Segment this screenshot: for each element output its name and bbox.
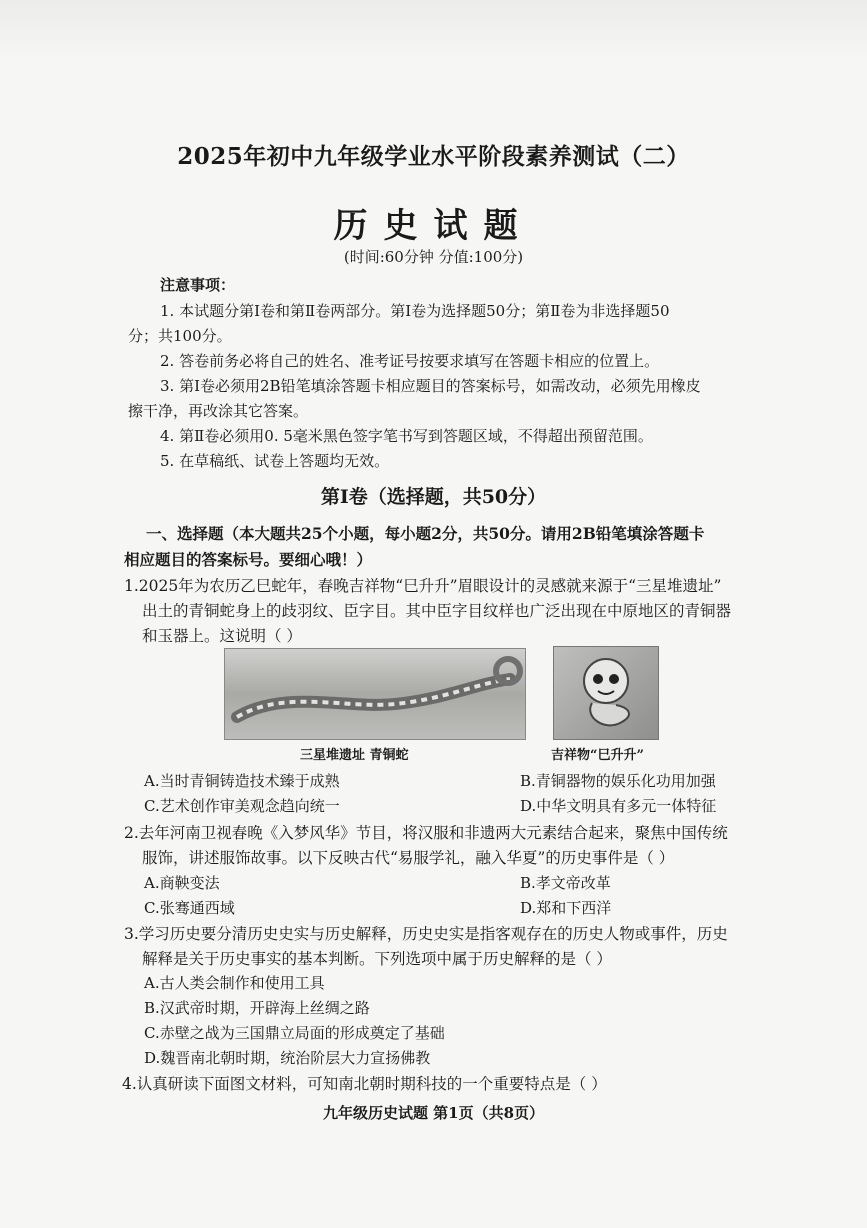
option-a[interactable]: A.当时青铜铸造技术臻于成熟	[144, 772, 340, 790]
notice-line: 2. 答卷前务必将自己的姓名、准考证号按要求填写在答题卡相应的位置上。	[160, 352, 660, 370]
notice-line: 5. 在草稿纸、试卷上答题均无效。	[160, 452, 390, 470]
notice-line: 3. 第Ⅰ卷必须用2B铅笔填涂答题卡相应题目的答案标号，如需改动，必须先用橡皮	[160, 377, 701, 395]
option-c[interactable]: C.赤壁之战为三国鼎立局面的形成奠定了基础	[144, 1024, 445, 1042]
question-line: 和玉器上。这说明（ ）	[142, 627, 302, 645]
subject-title: 历史试题	[333, 206, 534, 246]
notice-line: 擦干净，再改涂其它答案。	[128, 402, 309, 420]
question-line: 4.认真研读下面图文材料，可知南北朝时期科技的一个重要特点是（ ）	[122, 1075, 607, 1093]
option-d[interactable]: D.郑和下西洋	[520, 899, 612, 917]
photo-caption: 三星堆遗址 青铜蛇	[300, 748, 409, 763]
photo-caption: 吉祥物“巳升升”	[551, 748, 644, 763]
question-line: 1.2025年为农历乙巳蛇年，春晚吉祥物“巳升升”眉眼设计的灵感就来源于“三星堆遗址”	[124, 577, 722, 595]
option-a[interactable]: A.古人类会制作和使用工具	[144, 974, 325, 992]
page-footer: 九年级历史试题 第1页（共8页）	[322, 1104, 545, 1122]
option-c[interactable]: C.张骞通西域	[144, 899, 235, 917]
notice-line: 1. 本试题分第Ⅰ卷和第Ⅱ卷两部分。第Ⅰ卷为选择题50分；第Ⅱ卷为非选择题50	[160, 302, 670, 320]
question-line: 服饰，讲述服饰故事。以下反映古代“易服学礼，融入华夏”的历史事件是（ ）	[142, 849, 675, 867]
section-title: 第Ⅰ卷（选择题，共50分）	[320, 486, 547, 508]
question-line: 2.去年河南卫视春晚《入梦风华》节目，将汉服和非遗两大元素结合起来，聚焦中国传统	[124, 824, 728, 842]
option-b[interactable]: B.孝文帝改革	[520, 874, 611, 892]
option-a[interactable]: A.商鞅变法	[144, 874, 220, 892]
notice-line: 分；共100分。	[128, 327, 232, 345]
option-d[interactable]: D.中华文明具有多元一体特征	[520, 797, 717, 815]
notice-heading: 注意事项：	[160, 276, 236, 294]
option-b[interactable]: B.汉武帝时期，开辟海上丝绸之路	[144, 999, 370, 1017]
time-info: (时间:60分钟 分值:100分)	[343, 248, 524, 266]
question-line: 解释是关于历史事实的基本判断。下列选项中属于历史解释的是（ ）	[142, 950, 612, 968]
bronze-snake-photo	[224, 648, 526, 740]
notice-line: 4. 第Ⅱ卷必须用0. 5毫米黑色签字笔书写到答题区域，不得超出预留范围。	[160, 427, 653, 445]
option-b[interactable]: B.青铜器物的娱乐化功用加强	[520, 772, 716, 790]
exam-title: 2025年初中九年级学业水平阶段素养测试（二）	[177, 143, 690, 170]
scan-shadow	[0, 0, 867, 60]
option-c[interactable]: C.艺术创作审美观念趋向统一	[144, 797, 340, 815]
option-d[interactable]: D.魏晋南北朝时期，统治阶层大力宣扬佛教	[144, 1049, 431, 1067]
question-line: 出土的青铜蛇身上的歧羽纹、臣字目。其中臣字目纹样也广泛出现在中原地区的青铜器	[142, 602, 732, 620]
part-instruction: 相应题目的答案标号。要细心哦！）	[124, 550, 373, 569]
mascot-photo	[553, 646, 659, 740]
question-line: 3.学习历史要分清历史史实与历史解释，历史史实是指客观存在的历史人物或事件，历史	[124, 925, 728, 943]
part-instruction: 一、选择题（本大题共25个小题，每小题2分，共50分。请用2B铅笔填涂答题卡	[146, 524, 705, 543]
